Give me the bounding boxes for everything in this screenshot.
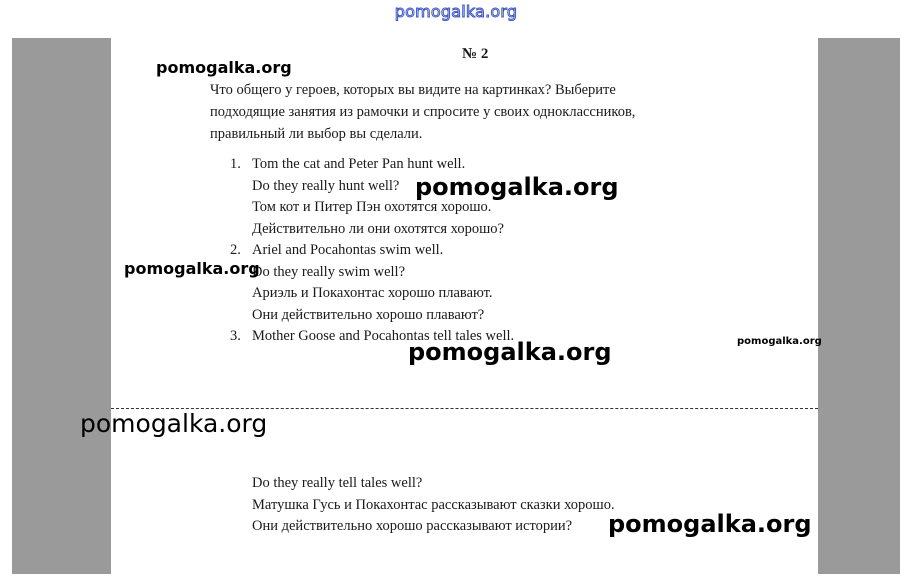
watermark: pomogalka.org [156, 58, 292, 77]
item-number: 2. [230, 242, 241, 258]
item-line: Том кот и Питер Пэн охотятся хорошо. [252, 199, 492, 215]
watermark: pomogalka.org [124, 259, 260, 278]
task-number: № 2 [462, 46, 489, 62]
item-line: Ариэль и Покахонтас хорошо плавают. [252, 285, 493, 301]
right-gray-margin [818, 38, 900, 574]
item-line: Ariel and Pocahontas swim well. [252, 242, 444, 258]
continuation-line: Матушка Гусь и Покахонтас рассказывают сказки хорошо. [252, 496, 615, 513]
continuation-line: Do they really tell tales well? [252, 475, 423, 491]
list-item [230, 240, 514, 262]
watermark: pomogalka.org [408, 338, 612, 366]
instruction-line: Что общего у героев, которых вы видите на картинках? Выберите [210, 82, 616, 98]
watermark: pomogalka.org [737, 336, 822, 347]
item-line: Do they really swim well? [252, 263, 406, 280]
item-number: 1. [230, 156, 241, 172]
continuation-line: Они действительно хорошо рассказывают истории? [252, 518, 573, 534]
item-line: Они действительно хорошо плавают? [252, 306, 485, 323]
instruction-line: правильный ли выбор вы сделали. [210, 126, 423, 142]
item-number: 3. [230, 328, 241, 344]
item-line: Do they really hunt well? [252, 177, 400, 194]
instruction-line: подходящие занятия из рамочки и спросите у своих одноклассников, [210, 104, 636, 120]
item-line: Tom the cat and Peter Pan hunt well. [252, 156, 466, 172]
watermark: pomogalka.org [80, 409, 268, 438]
item-line: Действительно ли они охотятся хорошо? [252, 220, 504, 237]
watermark: pomogalka.org [608, 510, 812, 538]
left-gray-margin [12, 38, 111, 574]
watermark: pomogalka.org [415, 173, 619, 201]
header-watermark: pomogalka.org [394, 2, 518, 21]
continuation-block [252, 473, 615, 538]
instruction-paragraph [210, 79, 710, 145]
item-line: Mother Goose and Pocahontas tell tales well. [252, 328, 515, 344]
